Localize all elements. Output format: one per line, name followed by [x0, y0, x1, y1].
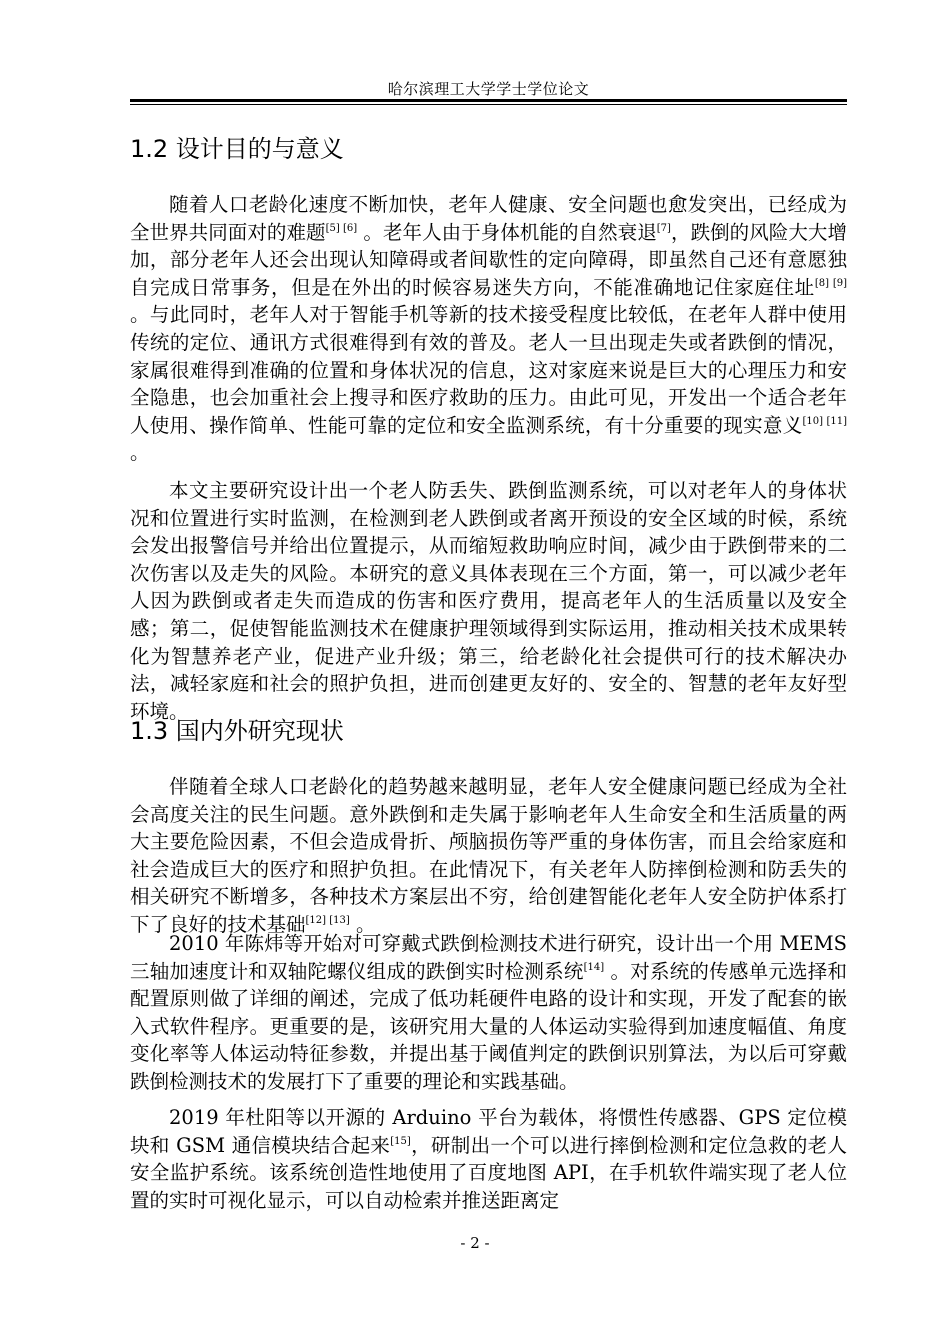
paragraph-text: 。: [349, 912, 376, 936]
paragraph-text: ，研制出一个可以进行摔倒检测和定位急救的老人安全监护系统。该系统创造性地使用了百度地图 API，在手机软件端实现了老人位置的实时可视化显示，可以自动检索并推送距离定: [130, 1133, 847, 1212]
paragraph-text: 。与此同时，老年人对于智能手机等新的技术接受程度比较低，在老年人群中使用传统的定位、通讯方式很难得到有效的普及。老人一旦出现走失或者跌倒的情况，家属很难得到准确的位置和身体状况的信息，这对家庭来说是巨大的心理压力和安全隐患，也会加重社会上搜寻和医疗救助的压力。由此可见，开发出一个适合老年人使用、操作简单、性能可靠的定位和安全监测系统，有十分重要的现实意义: [130, 303, 847, 437]
paragraph-text: 本文主要研究设计出一个老人防丢失、跌倒监测系统，可以对老年人的身体状况和位置进行实时监测，在检测到老人跌倒或者离开预设的安全区域的时候，系统会发出报警信号并给出位置提示，从而缩短救助响应时间，减少由于跌倒带来的二次伤害以及走失的风险。本研究的意义具体表现在三个方面，第一，可以减少老年人因为跌倒或者走失而造成的伤害和医疗费用，提高老年人的生活质量以及安全感；第二，促使智能监测技术在健康护理领域得到实际运用，推动相关技术成果转化为智慧养老产业，促进产业升级；第三，给老龄化社会提供可行的技术解决办法，减轻家庭和社会的照护负担，进而创建更友好的、安全的、智慧的老年友好型环境。: [130, 479, 847, 723]
paragraph-text: 伴随着全球人口老龄化的趋势越来越明显，老年人安全健康问题已经成为全社会高度关注的民生问题。意外跌倒和走失属于影响老年人生命安全和生活质量的两大主要危险因素，不但会造成骨折、颅脑损伤等严重的身体伤害，而且会给家庭和社会造成巨大的医疗和照护负担。在此情况下，有关老年人防摔倒检测和防丢失的相关研究不断增多，各种技术方案层出不穷，给创建智能化老年人安全防护体系打下了良好的技术基础: [130, 775, 847, 936]
citation-ref: [14]: [583, 961, 605, 973]
citation-ref: [8] [9]: [814, 277, 847, 289]
paragraph-text: 随着人口老龄化速度不断加快，老年人健康、安全问题也愈发突出，已经成为全世界共同面对的难题: [130, 193, 847, 244]
section-heading-1-2: 1.2 设计目的与意义: [130, 135, 344, 163]
paragraph: [130, 477, 847, 725]
citation-ref: [7]: [656, 222, 671, 234]
header-rule-thick: [130, 99, 847, 102]
section-heading-1-3: 1.3 国内外研究现状: [130, 717, 344, 745]
paragraph: [130, 930, 847, 1096]
citation-ref: [5] [6]: [325, 222, 358, 234]
paragraph: [130, 191, 847, 467]
paragraph-text: 。老年人由于身体机能的自然衰退: [357, 220, 657, 244]
running-header: 哈尔滨理工大学学士学位论文: [387, 80, 590, 98]
paragraph: [130, 773, 847, 939]
paragraph-text: 。: [130, 441, 150, 465]
page-number: - 2 -: [460, 1234, 490, 1252]
citation-ref: [10] [11]: [802, 415, 847, 427]
paragraph-text: 2019 年杜阳等以开源的 Arduino 平台为载体，将惯性传感器、GPS 定位模块和 GSM 通信模块结合起来: [130, 1106, 847, 1157]
paragraph: [130, 1104, 847, 1214]
citation-ref: [15]: [390, 1135, 411, 1147]
citation-ref: [12] [13]: [305, 914, 350, 926]
header-rule-thin: [130, 104, 847, 105]
paragraph-text: 。对系统的传感单元选择和配置原则做了详细的阐述，完成了低功耗硬件电路的设计和实现，开发了配套的嵌入式软件程序。更重要的是，该研究用大量的人体运动实验得到加速度幅值、角度变化率等人体运动特征参数，并提出基于阈值判定的跌倒识别算法，为以后可穿戴跌倒检测技术的发展打下了重要的理论和实践基础。: [130, 959, 847, 1093]
paragraph-text: ，跌倒的风险大大增加，部分老年人还会出现认知障碍或者间歇性的定向障碍，即虽然自己还有意愿独自完成日常事务，但是在外出的时候容易迷失方向，不能准确地记住家庭住址: [130, 220, 847, 299]
paragraph-text: 2010 年陈炜等开始对可穿戴式跌倒检测技术进行研究，设计出一个用 MEMS 三轴加速度计和双轴陀螺仪组成的跌倒实时检测系统: [130, 932, 847, 983]
